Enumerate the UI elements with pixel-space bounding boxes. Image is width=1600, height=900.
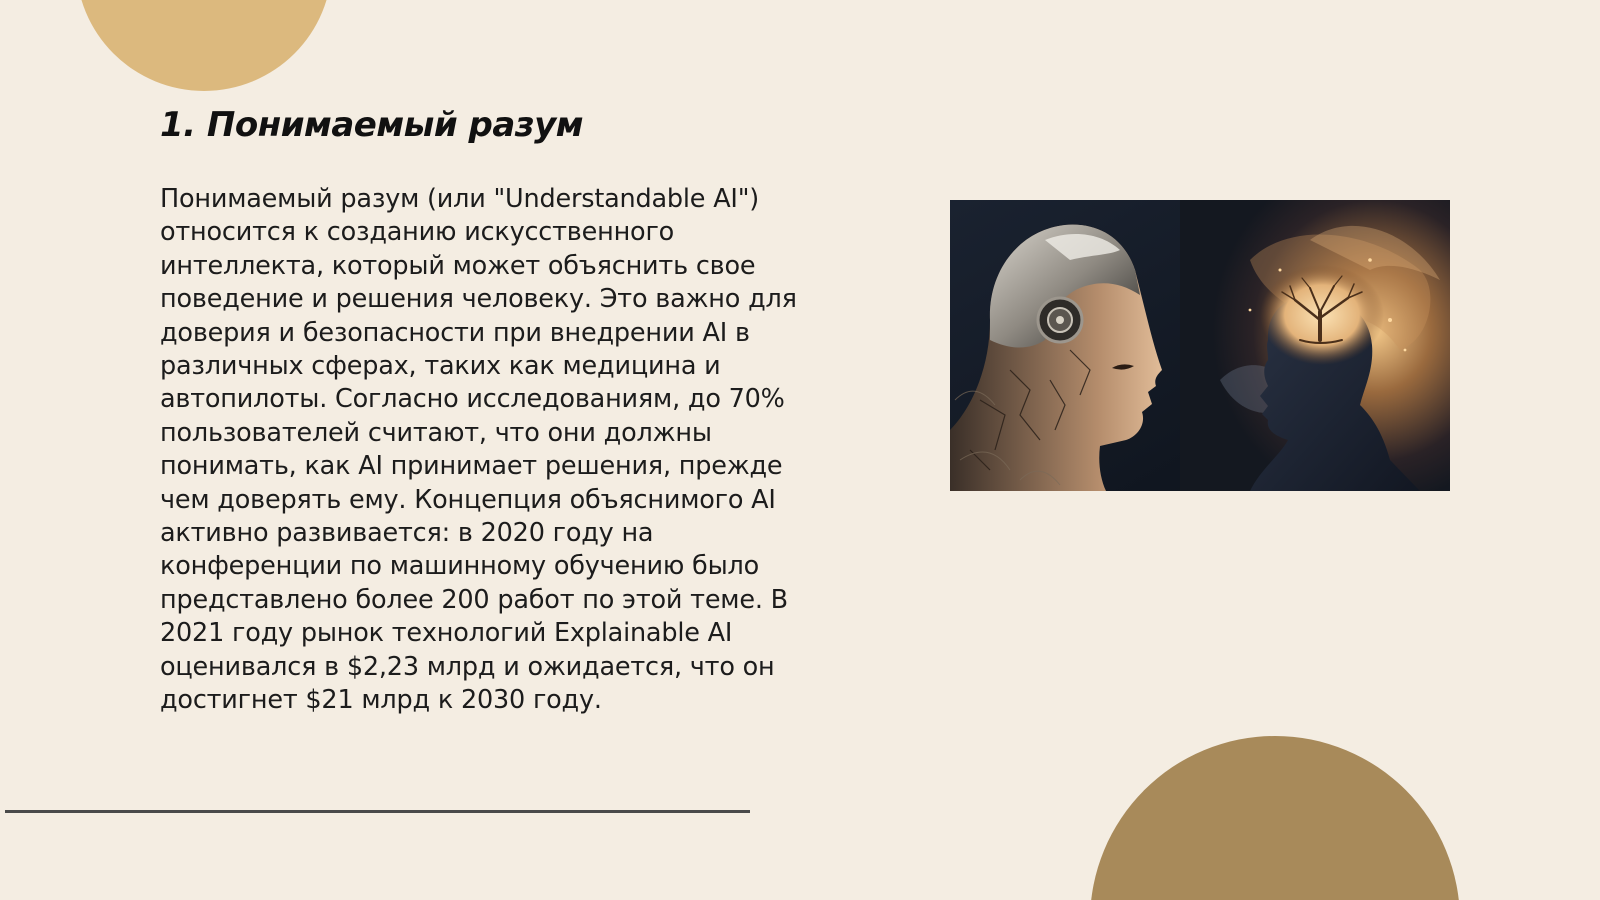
- decorative-circle-bottom: [1090, 736, 1460, 900]
- divider-line: [5, 810, 750, 813]
- slide-title: 1. Понимаемый разум: [160, 105, 584, 145]
- slide-body-text: Понимаемый разум (или "Understandable AI") относится к созданию искусственного интеллекта, который может объяснить свое поведение и решения человеку. Это важно для доверия и безопасности при внедрении AI в различных сферах, таких как медицина и автопилоты. Согласно исследованиям, до 70% пользователей считают, что они должны понимать, как AI принимает решения, прежде чем доверять ему. Концепция объяснимого AI активно развивается: в 2020 году на конференции по машинному обучению было представлено более 200 работ по этой теме. В 2021 году рынок технологий Explainable AI оценивался в $2,23 млрд и ожидается, что он достигнет $21 млрд к 2030 году.: [160, 184, 797, 716]
- decorative-circle-top: [76, 0, 332, 91]
- robot-human-illustration: [950, 200, 1450, 491]
